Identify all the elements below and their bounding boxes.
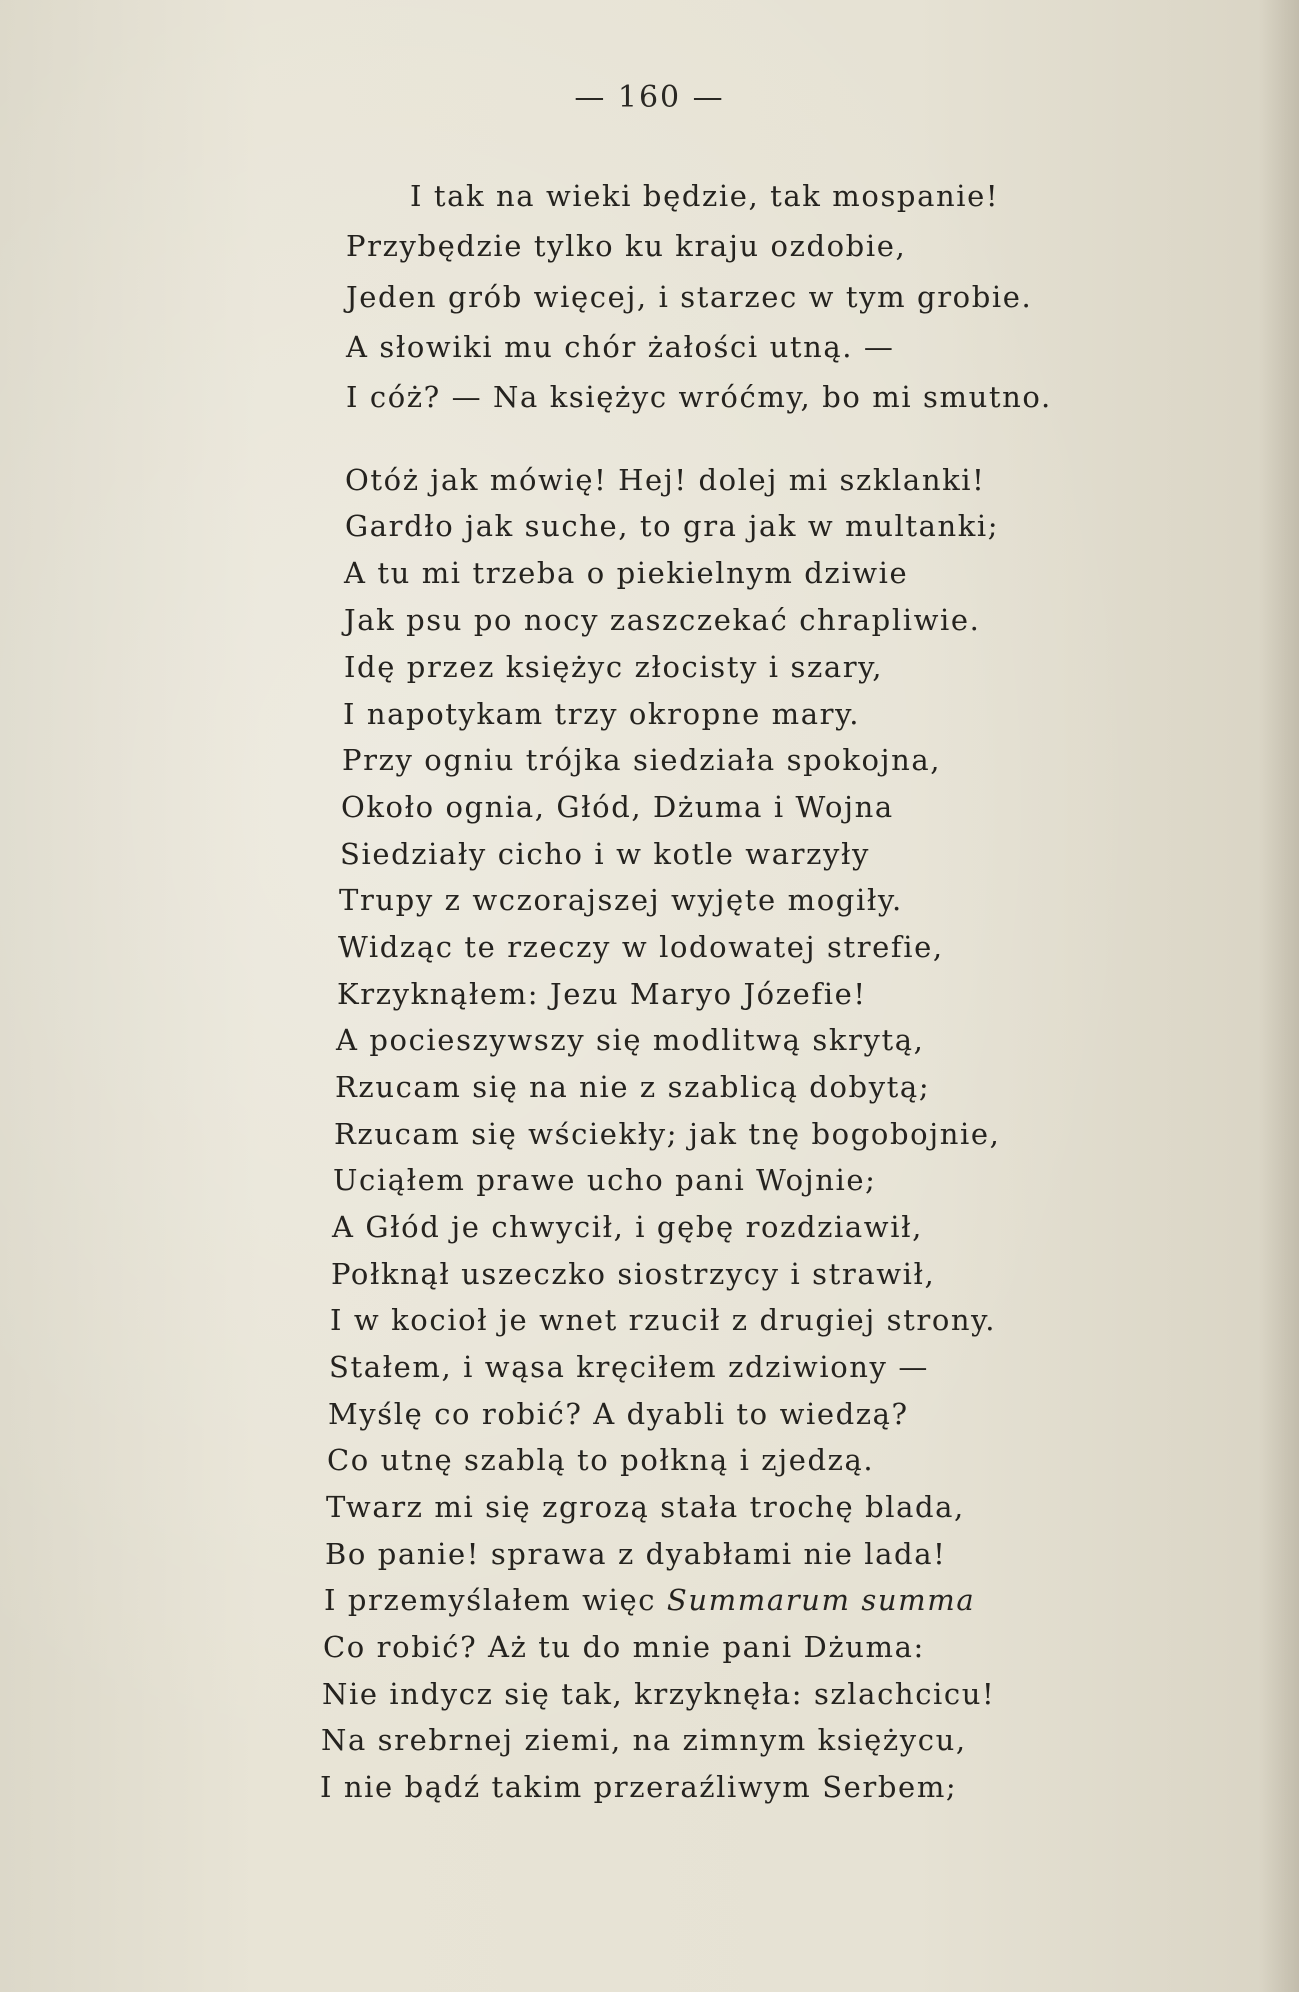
poem-line: Nie indycz się tak, krzyknęła: szlachcicu!	[322, 1677, 996, 1711]
poem-line: I tak na wieki będzie, tak mospanie!	[410, 179, 1000, 213]
poem-line: Rzucam się wściekły; jak tnę bogobojnie,	[334, 1117, 1001, 1151]
poem-line: Twarz mi się zgrozą stała trochę blada,	[326, 1490, 965, 1524]
poem-line: I napotykam trzy okropne mary.	[343, 697, 861, 731]
poem-line: Połknął uszeczko siostrzycy i strawił,	[331, 1257, 936, 1291]
poem-line: Stałem, i wąsa kręciłem zdziwiony —	[329, 1350, 929, 1384]
poem-line: Myślę co robić? A dyabli to wiedzą?	[328, 1397, 909, 1431]
poem-line: Trupy z wczorajszej wyjęte mogiły.	[339, 883, 903, 917]
poem-line: Przy ogniu trójka siedziała spokojna,	[342, 743, 942, 777]
poem-line: Uciąłem prawe ucho pani Wojnie;	[333, 1163, 877, 1197]
page-number: — 160 —	[574, 80, 725, 115]
poem-line: Siedziały cicho i w kotle warzyły	[340, 837, 870, 871]
poem-line: Krzyknąłem: Jezu Maryo Józefie!	[337, 977, 867, 1011]
poem-line: A tu mi trzeba o piekielnym dziwie	[344, 556, 909, 590]
poem-line: Przybędzie tylko ku kraju ozdobie,	[346, 229, 907, 263]
poem-line: I cóż? — Na księżyc wróćmy, bo mi smutno.	[346, 380, 1052, 414]
poem-line: Co robić? Aż tu do mnie pani Dżuma:	[323, 1630, 925, 1664]
poem-line: Jeden grób więcej, i starzec w tym grobie.	[346, 280, 1033, 314]
poem-line: Co utnę szablą to połkną i zjedzą.	[327, 1443, 875, 1477]
poem-line: I nie bądź takim przeraźliwym Serbem;	[320, 1770, 958, 1804]
poem-line: Rzucam się na nie z szablicą dobytą;	[335, 1070, 931, 1104]
poem-line: A Głód je chwycił, i gębę rozdziawił,	[332, 1210, 923, 1244]
poem-line: Gardło jak suche, to gra jak w multanki;	[345, 509, 1000, 543]
poem-line: Jak psu po nocy zaszczekać chrapliwie.	[344, 603, 981, 637]
poem-line: Bo panie! sprawa z dyabłami nie lada!	[325, 1537, 947, 1571]
poem-line: Około ognia, Głód, Dżuma i Wojna	[341, 790, 894, 824]
poem-line: Na srebrnej ziemi, na zimnym księżycu,	[321, 1723, 967, 1757]
poem-line: Otóż jak mówię! Hej! dolej mi szklanki!	[345, 463, 986, 497]
poem-line: A pocieszywszy się modlitwą skrytą,	[336, 1023, 925, 1057]
poem-line: I w kocioł je wnet rzucił z drugiej strony.	[330, 1303, 997, 1337]
poem-line: Widząc te rzeczy w lodowatej strefie,	[338, 930, 944, 964]
poem-line: Idę przez księżyc złocisty i szary,	[344, 650, 884, 684]
poem-line: I przemyślałem więc Summarum summa	[324, 1583, 976, 1617]
poem-line: A słowiki mu chór żałości utną. —	[346, 330, 895, 364]
